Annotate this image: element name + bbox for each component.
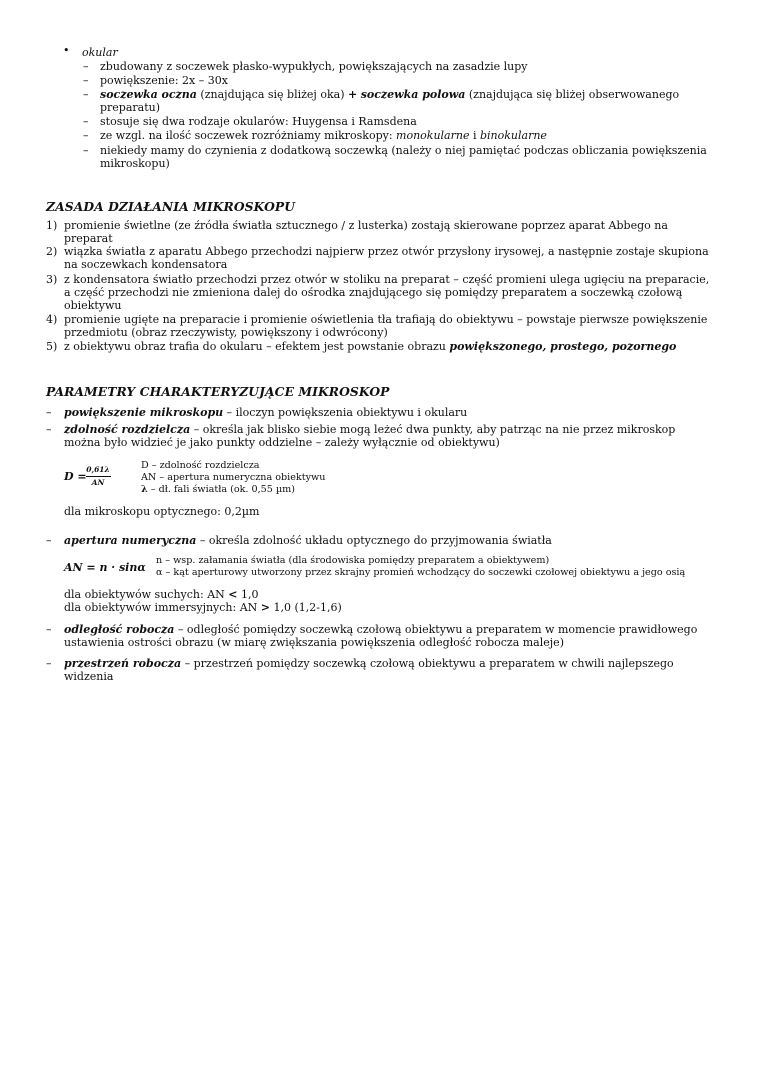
legend-d: D – zdolność rozdzielcza bbox=[141, 460, 260, 471]
dry-objectives: dla obiektywów suchych: AN < 1,0 bbox=[64, 588, 259, 601]
dash-marker: – bbox=[83, 60, 89, 73]
okular-item-6: niekiedy mamy do czynienia z dodatkową soczewką (należy o niej pamiętać podczas obliczania powiększenia bbox=[100, 144, 707, 157]
param-odleglosc: odległość robocza – odległość pomiędzy soczewką czołową obiektywu a preparatem w momencie prawidłowego bbox=[64, 623, 698, 636]
formula-d-numerator: 0,61λ bbox=[86, 465, 110, 474]
step-4-text: promienie ugięte na preparacie i promienie oświetlenia tła trafiają do obiektywu – powstaje pierwsze powiększenie bbox=[64, 313, 708, 326]
okular-item-3-cont: preparatu) bbox=[100, 101, 161, 114]
dash-marker: – bbox=[83, 129, 89, 142]
section-heading-zasada: ZASADA DZIAŁANIA MIKROSKOPU bbox=[46, 199, 296, 214]
immersion-objectives: dla obiektywów immersyjnych: AN > 1,0 (1,2-1,6) bbox=[64, 601, 342, 614]
step-number: 3) bbox=[46, 273, 58, 286]
formula-an: AN = n · sinα bbox=[64, 561, 146, 574]
dash-marker: – bbox=[83, 88, 89, 101]
dash-marker: – bbox=[46, 657, 52, 670]
okular-item-4: stosuje się dwa rodzaje okularów: Huygensa i Ramsdena bbox=[100, 115, 417, 128]
param-apertura: apertura numeryczna – określa zdolność układu optycznego do przyjmowania światła bbox=[64, 534, 552, 547]
dash-marker: – bbox=[83, 115, 89, 128]
step-5-text: z obiektywu obraz trafia do okularu – efektem jest powstanie obrazu powiększonego, prostego, pozornego bbox=[64, 340, 677, 353]
step-3-text: z kondensatora światło przechodzi przez otwór w stoliku na preparat – część promieni ulega ugięciu na preparacie, bbox=[64, 273, 710, 286]
step-number: 2) bbox=[46, 245, 58, 258]
dash-marker: – bbox=[46, 406, 52, 419]
param-przestrzen-cont: widzenia bbox=[64, 670, 114, 683]
okular-title: okular bbox=[82, 46, 118, 59]
okular-item-5: ze wzgl. na ilość soczewek rozróżniamy mikroskopy: monokularne i binokularne bbox=[100, 129, 547, 142]
formula-d-denominator: AN bbox=[91, 478, 105, 487]
param-odleglosc-cont: ustawienia ostrości obrazu (w miarę zwiększania powiększenia odległość robocza maleje) bbox=[64, 636, 564, 649]
dash-marker: – bbox=[46, 423, 52, 436]
step-number: 1) bbox=[46, 219, 58, 232]
step-1-cont: preparat bbox=[64, 232, 113, 245]
okular-item-2: powiększenie: 2x – 30x bbox=[100, 74, 228, 87]
param-powiekszenie: powiększenie mikroskopu – iloczyn powiększenia obiektywu i okularu bbox=[64, 406, 468, 419]
formula-d-lhs: D = bbox=[64, 470, 87, 483]
step-4-cont: przedmiotu (obraz rzeczywisty, powiększony i odwrócony) bbox=[64, 326, 388, 339]
step-1-text: promienie świetlne (ze źródła światła sztucznego / z lusterka) zostają skierowane poprzez aparat Abbego na bbox=[64, 219, 668, 232]
legend-n: n – wsp. załamania światła (dla środowiska pomiędzy preparatem a obiektywem) bbox=[156, 555, 550, 566]
legend-an: AN – apertura numeryczna obiektywu bbox=[141, 472, 326, 483]
step-2-text: wiązka światła z aparatu Abbego przechodzi najpierw przez otwór przysłony irysowej, a następnie zostaje skupiona bbox=[64, 245, 709, 258]
dash-marker: – bbox=[83, 74, 89, 87]
section-heading-parametry: PARAMETRY CHARAKTERYZUJĄCE MIKROSKOP bbox=[46, 384, 390, 399]
legend-lambda: λ – dł. fali światła (ok. 0,55 µm) bbox=[141, 484, 296, 495]
okular-item-3: soczewka oczna (znajdująca się bliżej oka) + soczewka polowa (znajdująca się bliżej obserwowanego bbox=[100, 88, 680, 101]
step-number: 5) bbox=[46, 340, 58, 353]
param-zdolnosc-cont: można było widzieć je jako punkty oddzielne – zależy wyłącznie od obiektywu) bbox=[64, 436, 500, 449]
okular-item-1: zbudowany z soczewek płasko-wypukłych, powiększających na zasadzie lupy bbox=[100, 60, 528, 73]
step-number: 4) bbox=[46, 313, 58, 326]
step-2-cont: na soczewkach kondensatora bbox=[64, 258, 228, 271]
dash-marker: – bbox=[46, 623, 52, 636]
step-3-cont2: obiektywu bbox=[64, 299, 122, 312]
formula-fraction-bar bbox=[86, 476, 111, 477]
okular-item-6-cont: mikroskopu) bbox=[100, 157, 170, 170]
param-zdolnosc: zdolność rozdzielcza – określa jak blisko siebie mogą leżeć dwa punkty, aby patrząc na nie przez mikroskop bbox=[64, 423, 676, 436]
dash-marker: – bbox=[46, 534, 52, 547]
legend-alpha: α – kąt aperturowy utworzony przez skrajny promień wchodzący do soczewki czołowej obiektywu a jego osią bbox=[156, 567, 686, 578]
step-3-cont: a część przechodzi nie zmieniona dalej do ośrodka znajdującego się pomiędzy preparatem a soczewką czołową bbox=[64, 286, 683, 299]
resolution-note: dla mikroskopu optycznego: 0,2µm bbox=[64, 505, 260, 518]
param-przestrzen: przestrzeń robocza – przestrzeń pomiędzy soczewką czołową obiektywu a preparatem w chwili najlepszego bbox=[64, 657, 674, 670]
dash-marker: – bbox=[83, 144, 89, 157]
bullet-marker: • bbox=[63, 44, 70, 57]
